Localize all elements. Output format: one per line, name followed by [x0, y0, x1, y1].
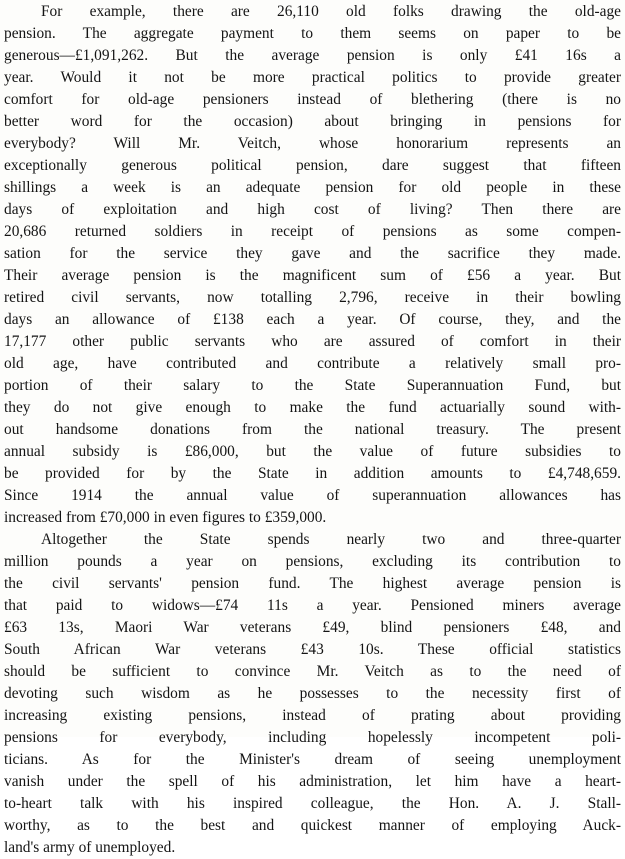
- text-line: vanish under the spell of his administration, let him have a heart-: [4, 773, 621, 790]
- text-line: pension. The aggregate payment to them seems on paper to be: [4, 25, 621, 42]
- text-line: everybody? Will Mr. Veitch, whose honorarium represents an: [4, 135, 621, 152]
- text-line: portion of their salary to the State Superannuation Fund, but: [4, 377, 621, 394]
- text-line: Since 1914 the annual value of superannuation allowances has: [4, 487, 621, 504]
- text-line: South African War veterans £43 10s. These official statistics: [4, 641, 621, 658]
- text-line: year. Would it not be more practical politics to provide greater: [4, 69, 621, 86]
- text-line: annual subsidy is £86,000, but the value of future subsidies to: [4, 443, 621, 460]
- text-line: they do not give enough to make the fund actuarially sound with-: [4, 399, 621, 416]
- text-line: better word for the occasion) about bringing in pensions for: [4, 113, 621, 130]
- text-line: pensions for everybody, including hopelessly incompetent poli-: [4, 729, 621, 746]
- text-line: Altogether the State spends nearly two and three-quarter: [41, 531, 621, 548]
- text-line: out handsome donations from the national treasury. The present: [4, 421, 621, 438]
- text-line: devoting such wisdom as he possesses to the necessity first of: [4, 685, 621, 702]
- text-line: Their average pension is the magnificent sum of £56 a year. But: [4, 267, 621, 284]
- text-line: be provided for by the State in addition amounts to £4,748,659.: [4, 465, 621, 482]
- text-line: worthy, as to the best and quickest manner of employing Auck-: [4, 817, 621, 834]
- text-line: shillings a week is an adequate pension for old people in these: [4, 179, 621, 196]
- text-line: days of exploitation and high cost of living? Then there are: [4, 201, 621, 218]
- text-line: the civil servants' pension fund. The highest average pension is: [4, 575, 621, 592]
- text-line: that paid to widows—£74 11s a year. Pensioned miners average: [4, 597, 621, 614]
- text-line: should be sufficient to convince Mr. Veitch as to the need of: [4, 663, 621, 680]
- paragraph-pensions-statistics: [4, 1, 621, 529]
- text-line: sation for the service they gave and the sacrifice they made.: [4, 245, 621, 262]
- text-line: generous—£1,091,262. But the average pension is only £41 16s a: [4, 47, 621, 64]
- text-line: 20,686 returned soldiers in receipt of pensions as some compen-: [4, 223, 621, 240]
- text-line: retired civil servants, now totalling 2,796, receive in their bowling: [4, 289, 621, 306]
- text-line: ticians. As for the Minister's dream of seeing unemployment: [4, 751, 621, 768]
- text-line: comfort for old-age pensioners instead of blethering (there is no: [4, 91, 621, 108]
- text-line: increasing existing pensions, instead of prating about providing: [4, 707, 621, 724]
- text-line: exceptionally generous political pension, dare suggest that fifteen: [4, 157, 621, 174]
- text-line: £63 13s, Maori War veterans £49, blind pensioners £48, and: [4, 619, 621, 636]
- text-line: land's army of unemployed.: [4, 839, 176, 856]
- text-line: old age, have contributed and contribute a relatively small pro-: [4, 355, 621, 372]
- text-line: million pounds a year on pensions, excluding its contribution to: [4, 553, 621, 570]
- text-line: to-heart talk with his inspired colleague, the Hon. A. J. Stall-: [4, 795, 621, 812]
- text-line: days an allowance of £138 each a year. Of course, they, and the: [4, 311, 621, 328]
- text-line: 17,177 other public servants who are assured of comfort in their: [4, 333, 621, 350]
- paragraph-state-spending: [4, 529, 621, 859]
- text-line: For example, there are 26,110 old folks drawing the old-age: [41, 3, 621, 20]
- text-line: increased from £70,000 in even figures to £359,000.: [4, 509, 327, 526]
